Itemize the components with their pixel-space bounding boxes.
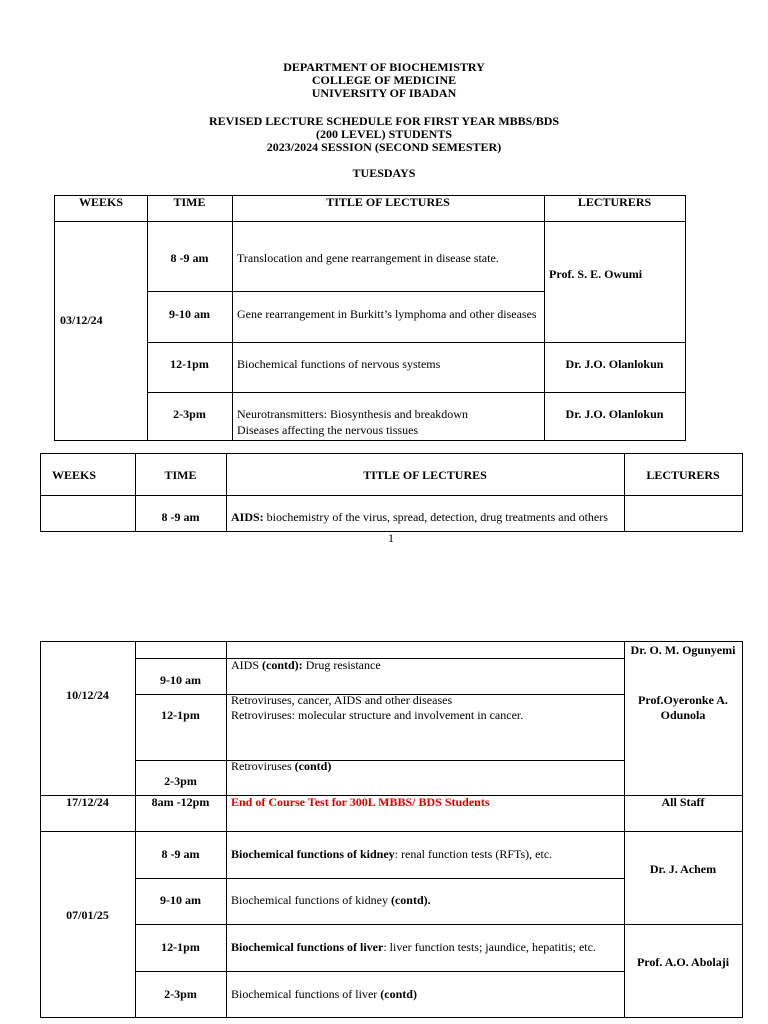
lecture-title: Neurotransmitters: Biosynthesis and breakdown — [237, 407, 468, 421]
lecture-title: AIDS: biochemistry of the virus, spread, detection, drug treatments and others — [231, 510, 608, 524]
week-date: 10/12/24 — [66, 688, 109, 702]
lecture-time: 12-1pm — [161, 940, 200, 954]
lecture-time: 12-1pm — [170, 357, 209, 371]
column-header-time: TIME — [173, 195, 206, 209]
lecture-time: 8 -9 am — [170, 251, 209, 265]
lecturer-name: Prof.Oyeronke A. — [638, 693, 728, 707]
column-header-title: TITLE OF LECTURES — [326, 195, 450, 209]
lecture-time: 2-3pm — [173, 407, 206, 421]
lecture-title: Retroviruses: molecular structure and involvement in cancer. — [231, 708, 524, 722]
college-title: COLLEGE OF MEDICINE — [311, 73, 457, 87]
department-title: DEPARTMENT OF BIOCHEMISTRY — [283, 60, 485, 74]
lecturer-name: Prof. A.O. Abolaji — [636, 955, 730, 969]
lecturer-name: All Staff — [661, 795, 705, 809]
column-header-time: TIME — [164, 468, 197, 482]
lecturer-name: Dr. J.O. Olanlokun — [565, 357, 664, 371]
schedule-title: REVISED LECTURE SCHEDULE FOR FIRST YEAR MBBS/BDS — [208, 114, 560, 128]
column-header-lecturers: LECTURERS — [646, 468, 720, 482]
lecture-time: 8am -12pm — [151, 795, 210, 809]
schedule-subtitle: (200 LEVEL) STUDENTS — [315, 127, 453, 141]
lecture-time: 9-10 am — [169, 307, 210, 321]
lecture-title: Biochemical functions of kidney (contd). — [231, 893, 431, 907]
university-title: UNIVERSITY OF IBADAN — [311, 86, 457, 100]
lecture-title: Translocation and gene rearrangement in disease state. — [237, 251, 499, 265]
lecture-time: 2-3pm — [164, 774, 197, 788]
lecture-title: Retroviruses (contd) — [231, 759, 332, 773]
session-title: 2023/2024 SESSION (SECOND SEMESTER) — [266, 140, 502, 154]
lecture-title: AIDS (contd): Drug resistance — [231, 658, 381, 672]
lecture-time: 9-10 am — [160, 673, 201, 687]
lecture-time: 2-3pm — [164, 987, 197, 1001]
lecture-time: 12-1pm — [161, 708, 200, 722]
lecture-title: Biochemical functions of nervous systems — [237, 357, 441, 371]
week-date: 17/12/24 — [66, 795, 109, 809]
lecturer-name: Odunola — [660, 708, 706, 722]
column-header-weeks: WEEKS — [52, 468, 97, 482]
column-header-title: TITLE OF LECTURES — [363, 468, 487, 482]
lecturer-name: Dr. J. Achem — [649, 862, 717, 876]
lecture-title: Biochemical functions of kidney: renal function tests (RFTs), etc. — [231, 847, 553, 861]
lecture-title: Retroviruses, cancer, AIDS and other diseases — [231, 693, 453, 707]
week-date: 03/12/24 — [60, 313, 103, 327]
page-number: 1 — [388, 531, 394, 545]
lecture-title: Diseases affecting the nervous tissues — [237, 423, 419, 437]
lecturer-name: Dr. O. M. Ogunyemi — [630, 643, 736, 657]
lecture-time: 9-10 am — [160, 893, 201, 907]
lecture-time: 8 -9 am — [161, 847, 200, 861]
lecturer-name: Prof. S. E. Owumi — [549, 267, 643, 281]
lecture-title: Biochemical functions of liver (contd) — [231, 987, 417, 1001]
column-header-lecturers: LECTURERS — [577, 195, 652, 209]
day-title: TUESDAYS — [352, 166, 416, 180]
week-date: 07/01/25 — [66, 908, 109, 922]
lecture-title: Gene rearrangement in Burkitt’s lymphoma and other diseases — [237, 307, 537, 321]
lecture-time: 8 -9 am — [161, 510, 200, 524]
lecturer-name: Dr. J.O. Olanlokun — [565, 407, 664, 421]
column-header-weeks: WEEKS — [78, 195, 123, 209]
exam-notice: End of Course Test for 300L MBBS/ BDS Students — [231, 795, 490, 809]
lecture-title: Biochemical functions of liver: liver function tests; jaundice, hepatitis; etc. — [231, 940, 596, 954]
